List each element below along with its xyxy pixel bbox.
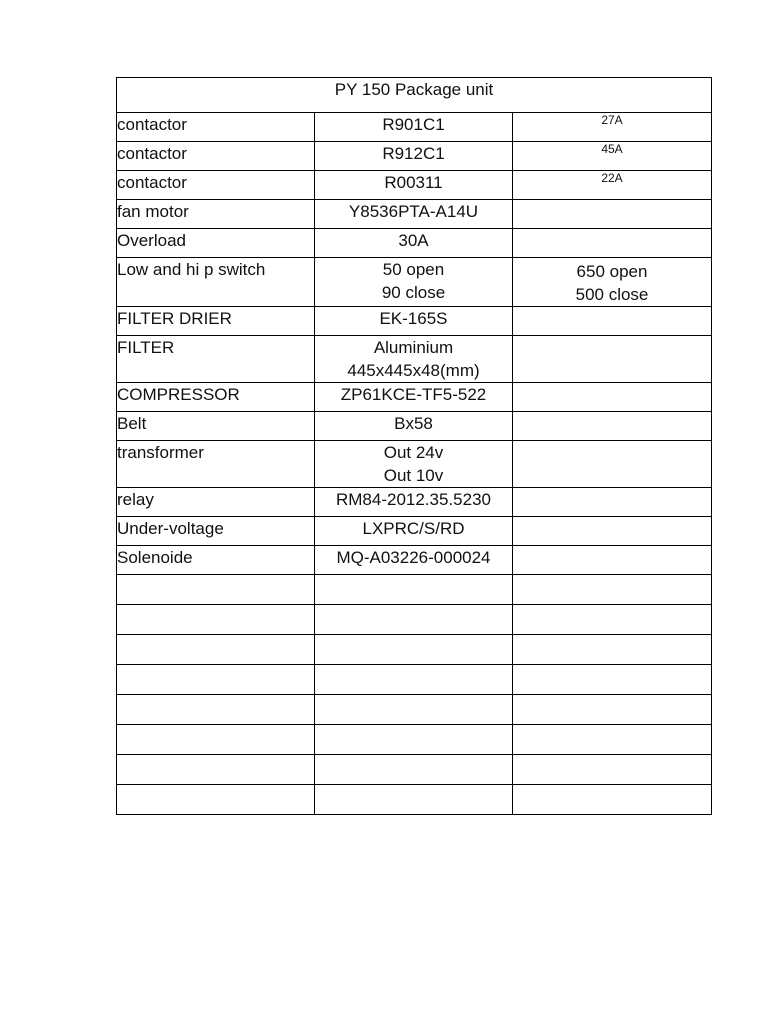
empty-row <box>117 635 712 665</box>
empty-row <box>117 785 712 815</box>
table-row <box>117 336 712 383</box>
rating-note <box>513 200 712 229</box>
row-label: Under-voltage <box>117 517 315 546</box>
table-row <box>117 113 712 142</box>
rating-note: 650 open 500 close <box>513 258 712 307</box>
table-row <box>117 383 712 412</box>
empty-row <box>117 575 712 605</box>
empty-row <box>117 605 712 635</box>
table-row <box>117 441 712 488</box>
row-label: FILTER DRIER <box>117 307 315 336</box>
row-label: relay <box>117 488 315 517</box>
table-row <box>117 517 712 546</box>
row-label: Low and hi p switch <box>117 258 315 307</box>
row-label: contactor <box>117 113 315 142</box>
empty-row <box>117 725 712 755</box>
table-title: PY 150 Package unit <box>117 78 712 113</box>
row-label: Overload <box>117 229 315 258</box>
table-row <box>117 307 712 336</box>
row-label: Belt <box>117 412 315 441</box>
part-number: Aluminium 445x445x48(mm) <box>315 336 513 383</box>
rating-note <box>513 307 712 336</box>
row-label: contactor <box>117 171 315 200</box>
empty-row <box>117 665 712 695</box>
rating-note <box>513 546 712 575</box>
rating-note <box>513 229 712 258</box>
row-label: FILTER <box>117 336 315 383</box>
part-number: RM84-2012.35.5230 <box>315 488 513 517</box>
part-number: R912C1 <box>315 142 513 171</box>
rating-note <box>513 383 712 412</box>
rating-note <box>513 412 712 441</box>
table-row <box>117 546 712 575</box>
row-label: fan motor <box>117 200 315 229</box>
table-row <box>117 142 712 171</box>
rating-note <box>513 488 712 517</box>
part-number: 30A <box>315 229 513 258</box>
rating-note: 22A <box>513 171 712 200</box>
table-row <box>117 171 712 200</box>
row-label: COMPRESSOR <box>117 383 315 412</box>
row-label: transformer <box>117 441 315 488</box>
table-row <box>117 488 712 517</box>
empty-row <box>117 755 712 785</box>
row-label: Solenoide <box>117 546 315 575</box>
rating-note <box>513 517 712 546</box>
rating-note: 45A <box>513 142 712 171</box>
table-row <box>117 229 712 258</box>
part-number: R00311 <box>315 171 513 200</box>
rating-note <box>513 336 712 383</box>
rating-note <box>513 441 712 488</box>
row-label: contactor <box>117 142 315 171</box>
part-number: Bx58 <box>315 412 513 441</box>
part-number: ZP61KCE-TF5-522 <box>315 383 513 412</box>
empty-row <box>117 695 712 725</box>
part-number: EK-165S <box>315 307 513 336</box>
part-number: MQ-A03226-000024 <box>315 546 513 575</box>
part-number: Y8536PTA-A14U <box>315 200 513 229</box>
table-row <box>117 412 712 441</box>
part-number: R901C1 <box>315 113 513 142</box>
part-number: 50 open 90 close <box>315 258 513 307</box>
table-row <box>117 200 712 229</box>
part-number: LXPRC/S/RD <box>315 517 513 546</box>
rating-note: 27A <box>513 113 712 142</box>
part-number: Out 24v Out 10v <box>315 441 513 488</box>
parts-table <box>116 77 712 815</box>
table-row <box>117 258 712 307</box>
